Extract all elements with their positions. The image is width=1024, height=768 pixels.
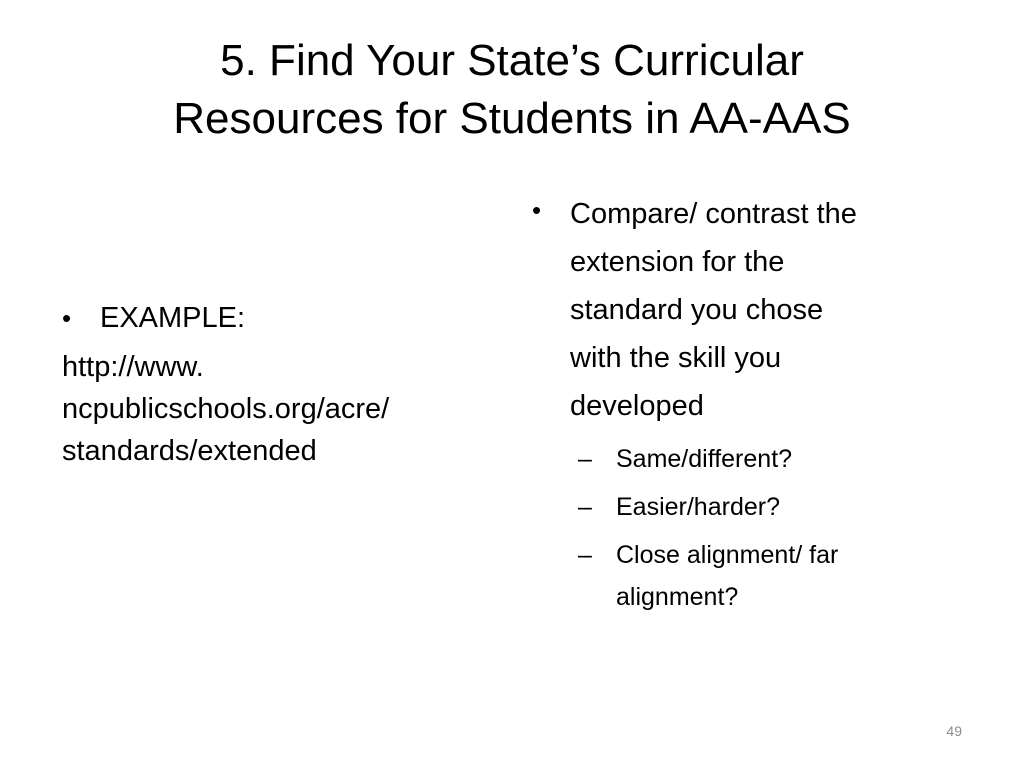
bullet-text-line: standard you chose xyxy=(570,294,824,326)
right-content xyxy=(532,190,972,624)
page-number: 49 xyxy=(946,723,962,739)
sub-bullet-text xyxy=(616,534,838,618)
slide-title-line: 5. Find Your State’s Curricular xyxy=(220,36,804,85)
url-line: standards/extended xyxy=(62,435,317,467)
example-url xyxy=(62,346,502,472)
dash-icon: – xyxy=(578,493,592,521)
slide-title-line: Resources for Students in AA-AAS xyxy=(173,94,851,143)
bullet-dot-icon: • xyxy=(532,195,542,225)
bullet-dot-icon: • xyxy=(62,303,72,333)
sub-bullet-line: Same/different? xyxy=(616,445,793,473)
url-line: http://www. xyxy=(62,351,204,383)
sub-bullet-item xyxy=(578,534,972,618)
sub-bullet-line: Easier/harder? xyxy=(616,493,780,521)
bullet-text: EXAMPLE: xyxy=(100,302,246,334)
sub-bullet-line: alignment? xyxy=(616,583,739,611)
bullet-text-line: developed xyxy=(570,390,704,422)
left-content xyxy=(62,298,502,472)
bullet-item-example xyxy=(62,298,502,338)
sub-bullet-item xyxy=(578,438,972,480)
bullet-text-line: extension for the xyxy=(570,246,785,278)
bullet-text-line: with the skill you xyxy=(570,342,782,374)
bullet-text-line: Compare/ contrast the xyxy=(570,198,857,230)
sub-bullet-text xyxy=(616,486,780,528)
bullet-item-compare xyxy=(532,190,972,430)
sub-bullet-item xyxy=(578,486,972,528)
sub-bullet-list xyxy=(532,438,972,618)
sub-bullet-line: Close alignment/ far xyxy=(616,541,839,569)
dash-icon: – xyxy=(578,445,592,473)
bullet-text xyxy=(570,190,857,430)
dash-icon: – xyxy=(578,541,592,569)
sub-bullet-text xyxy=(616,438,792,480)
url-line: ncpublicschools.org/acre/ xyxy=(62,393,390,425)
slide-title xyxy=(60,32,964,148)
